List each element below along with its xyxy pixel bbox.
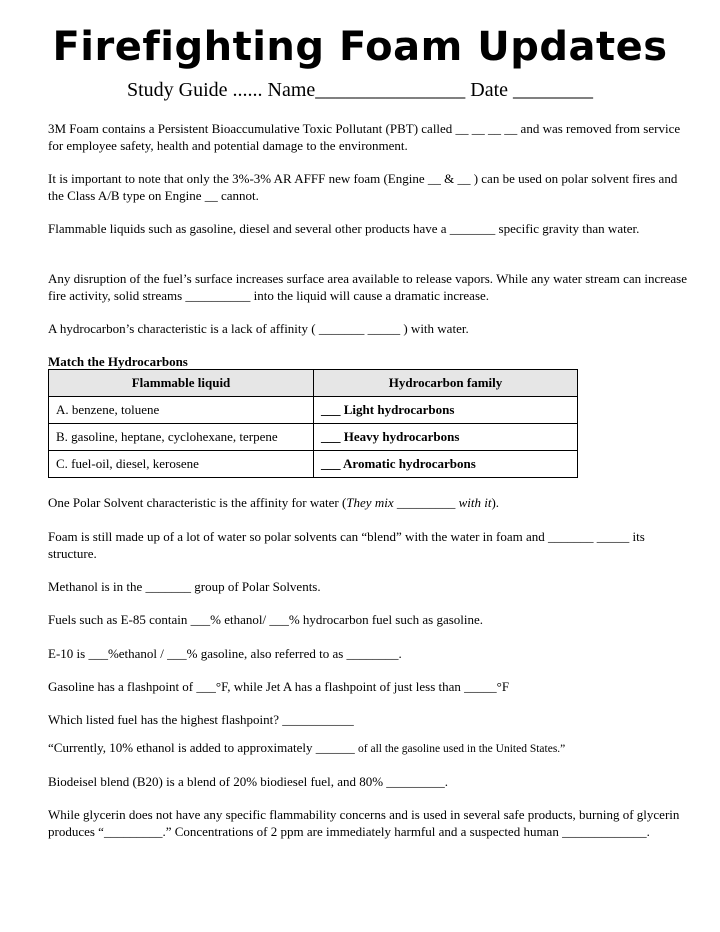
paragraph-ar-afff: It is important to note that only the 3%-3% AR AFFF new foam (Engine __ & __ ) can be used on polar solvent fires and the Class A/B type on Engine __ cannot. <box>48 171 678 203</box>
match-heading: Match the Hydrocarbons <box>48 354 188 369</box>
table-cell: C. fuel-oil, diesel, kerosene <box>49 451 314 478</box>
table-row <box>49 424 578 451</box>
paragraph-methanol: Methanol is in the _______ group of Polar Solvents. <box>48 579 321 594</box>
table-row <box>49 451 578 478</box>
paragraph-e85: Fuels such as E-85 contain ___% ethanol/ ___% hydrocarbon fuel such as gasoline. <box>48 612 484 627</box>
paragraph-e10: E-10 is ___%ethanol / ___% gasoline, also referred to as ________. <box>48 646 402 661</box>
text-span: ). <box>491 495 500 510</box>
paragraph-hydrocarbon-affinity: A hydrocarbon’s characteristic is a lack of affinity ( _______ _____ ) with water. <box>48 321 469 336</box>
paragraph-ethanol-quote <box>48 739 688 758</box>
page-title: Firefighting Foam Updates <box>52 24 668 70</box>
hydrocarbon-match-table <box>48 369 578 478</box>
paragraph-flashpoint: Gasoline has a flashpoint of ___°F, while Jet A has a flashpoint of just less than _____°F <box>48 679 510 694</box>
text-span: One Polar Solvent characteristic is the affinity for water ( <box>48 495 347 510</box>
table-cell: ___ Light hydrocarbons <box>314 397 578 424</box>
paragraph-foam-blend: Foam is still made up of a lot of water so polar solvents can “blend” with the water in foam and _______ _____ its structure. <box>48 529 645 561</box>
paragraph-biodiesel: Biodeisel blend (B20) is a blend of 20% biodiesel fuel, and 80% _________. <box>48 774 449 789</box>
table-cell: ___ Aromatic hydrocarbons <box>314 451 578 478</box>
table-cell: ___ Heavy hydrocarbons <box>314 424 578 451</box>
column-header: Flammable liquid <box>49 370 314 397</box>
text-span-small: of all the gasoline used in the United States.” <box>358 743 566 755</box>
table-row <box>49 397 578 424</box>
paragraph-polar-affinity <box>48 494 688 511</box>
column-header: Hydrocarbon family <box>314 370 578 397</box>
italic-text: They mix _________ with it <box>346 495 492 510</box>
paragraph-specific-gravity: Flammable liquids such as gasoline, diesel and several other products have a _______ specific gravity than water. <box>48 221 640 236</box>
text-span: “Currently, 10% ethanol is added to approximately ______ <box>48 740 359 755</box>
paragraph-glycerin: While glycerin does not have any specific flammability concerns and is used in several safe products, burning of glycerin produces “_________.” Concentrations of 2 ppm are immediately harmful and a suspected human _____________. <box>48 807 680 839</box>
table-cell: A. benzene, toluene <box>49 397 314 424</box>
table-header-row <box>49 370 578 397</box>
page-subtitle: Study Guide ...... Name_______________ Date ________ <box>126 79 594 101</box>
paragraph-highest-flashpoint: Which listed fuel has the highest flashpoint? ___________ <box>48 712 354 727</box>
paragraph-pbt: 3M Foam contains a Persistent Bioaccumulative Toxic Pollutant (PBT) called __ __ __ __ and was removed from service for employee safety, health and potential damage to the environment. <box>48 121 681 153</box>
table-cell: B. gasoline, heptane, cyclohexane, terpene <box>49 424 314 451</box>
paragraph-surface-disruption: Any disruption of the fuel’s surface increases surface area available to release vapors. While any water stream can increase fire activity, solid streams __________ into the liquid will cause a dramatic increase. <box>48 271 687 303</box>
